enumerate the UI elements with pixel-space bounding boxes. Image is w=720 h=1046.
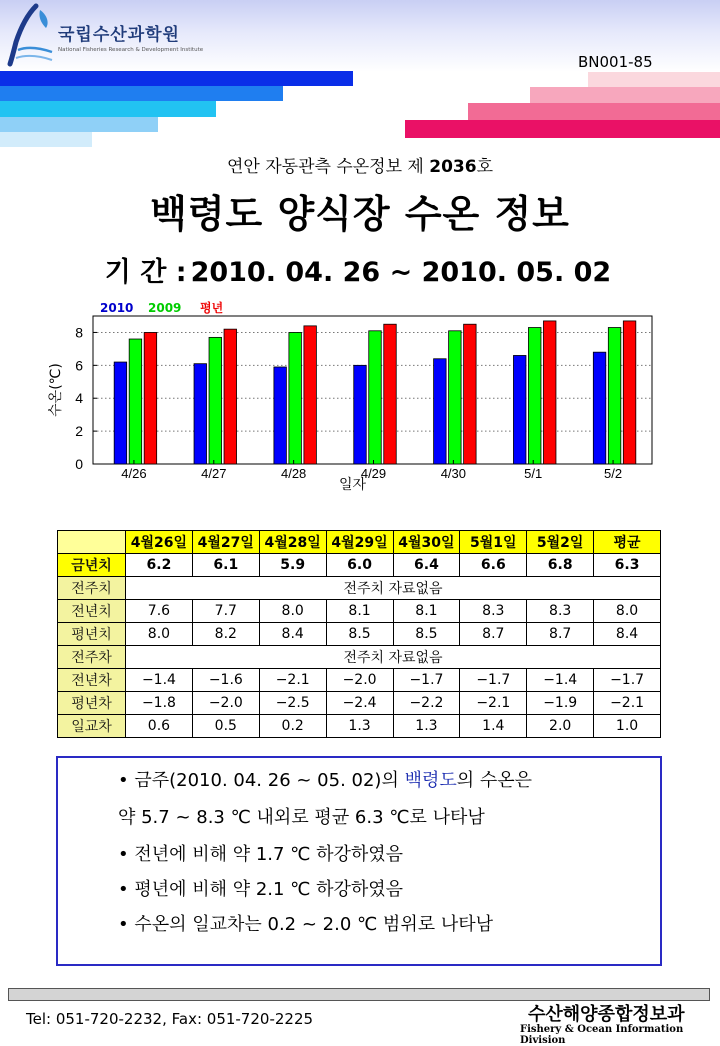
department-name: 수산해양종합정보과 [528, 1004, 685, 1025]
column-header: 5월1일 [460, 531, 527, 554]
bar-평년 [144, 332, 157, 464]
document-code: BN001-85 [578, 53, 653, 71]
table-cell: 8.7 [460, 623, 527, 646]
institute-logo [6, 2, 204, 66]
bar-2009 [528, 328, 541, 464]
table-cell: 8.7 [527, 623, 594, 646]
table-row [58, 692, 661, 715]
table-cell: −1.8 [126, 692, 193, 715]
table-cell: −2.2 [393, 692, 460, 715]
bar-2010 [114, 362, 127, 464]
legend-entry-2009: 2009 [148, 301, 182, 315]
table-cell: 0.5 [192, 715, 259, 738]
summary-line: • 평년에 비해 약 2.1 ℃ 하강하였음 [118, 879, 404, 900]
table-cell: 1.0 [594, 715, 661, 738]
column-header: 4월28일 [259, 531, 326, 554]
table-cell: 1.3 [326, 715, 393, 738]
table-cell: 6.3 [594, 554, 661, 577]
row-label: 전주차 [58, 646, 126, 669]
x-tick-label: 4/27 [201, 466, 227, 481]
table-cell: −1.4 [527, 669, 594, 692]
x-axis-label: 일자 [338, 477, 367, 493]
table-cell: 8.1 [393, 600, 460, 623]
y-tick-label: 8 [75, 324, 83, 341]
table-cell: −2.1 [594, 692, 661, 715]
summary-line: • 수온의 일교차는 0.2 ~ 2.0 ℃ 범위로 나타남 [118, 914, 493, 935]
x-tick-label: 4/26 [121, 466, 147, 481]
department-name-en: Fishery & Ocean Information Division [520, 1024, 684, 1046]
bar-평년 [543, 321, 556, 464]
stripe-blue-4 [0, 117, 158, 132]
table-cell: 8.0 [126, 623, 193, 646]
table-cell: 8.4 [259, 623, 326, 646]
table-cell: 6.2 [126, 554, 193, 577]
table-cell: −1.7 [393, 669, 460, 692]
table-cell: 7.7 [192, 600, 259, 623]
table-cell: 8.3 [460, 600, 527, 623]
table-row [58, 715, 661, 738]
fish-logo-icon [6, 2, 56, 66]
stripe-pink-3 [468, 103, 720, 120]
bar-평년 [464, 324, 477, 464]
bar-2009 [209, 337, 222, 464]
y-tick-label: 6 [75, 357, 83, 374]
table-row [58, 554, 661, 577]
column-header: 평균 [594, 531, 661, 554]
report-period: 기 간 : 2010. 04. 26 ~ 2010. 05. 02 [104, 257, 612, 288]
bar-2009 [449, 331, 462, 464]
row-label: 전주치 [58, 577, 126, 600]
table-cell: 6.4 [393, 554, 460, 577]
institute-name: 국립수산과학원 [58, 25, 180, 45]
stripe-blue-5 [0, 132, 92, 147]
x-tick-label: 5/1 [524, 466, 543, 481]
contact-info: Tel: 051-720-2232, Fax: 051-720-2225 [26, 1010, 314, 1028]
bar-2009 [608, 328, 621, 464]
table-row [58, 577, 661, 600]
table-row [58, 669, 661, 692]
column-header: 4월30일 [393, 531, 460, 554]
y-tick-label: 0 [75, 456, 83, 472]
table-cell: 7.6 [126, 600, 193, 623]
water-temperature-chart [40, 298, 670, 498]
table-cell: −1.7 [594, 669, 661, 692]
x-tick-label: 4/29 [360, 466, 387, 481]
table-cell: −2.1 [460, 692, 527, 715]
column-header: 4월27일 [192, 531, 259, 554]
table-cell: 8.0 [594, 600, 661, 623]
bar-2010 [354, 365, 367, 464]
table-cell: 1.4 [460, 715, 527, 738]
table-cell: 8.3 [527, 600, 594, 623]
table-cell: −1.7 [460, 669, 527, 692]
table-cell: 8.5 [393, 623, 460, 646]
institute-name-en: National Fisheries Research & Development Institute [58, 47, 204, 53]
bar-2009 [289, 332, 302, 464]
summary-line: • 전년에 비해 약 1.7 ℃ 하강하였음 [118, 844, 404, 865]
row-label: 전년차 [58, 669, 126, 692]
row-label: 전년치 [58, 600, 126, 623]
table-cell: −1.6 [192, 669, 259, 692]
table-cell: 8.4 [594, 623, 661, 646]
table-cell: 1.3 [393, 715, 460, 738]
summary-line: • 금주(2010. 04. 26 ~ 05. 02)의 백령도의 수온은 [118, 770, 533, 791]
row-label: 일교차 [58, 715, 126, 738]
summary-box [56, 756, 662, 966]
table-cell: −2.1 [259, 669, 326, 692]
bar-2010 [274, 367, 287, 464]
x-tick-label: 4/30 [440, 466, 467, 481]
table-cell: 8.5 [326, 623, 393, 646]
table-cell: 2.0 [527, 715, 594, 738]
page-title: 백령도 양식장 수온 정보 [150, 192, 570, 236]
column-header: 4월26일 [126, 531, 193, 554]
table-cell: 6.8 [527, 554, 594, 577]
table-cell: 6.0 [326, 554, 393, 577]
column-header: 4월29일 [326, 531, 393, 554]
table-corner [58, 531, 126, 554]
bar-2010 [194, 364, 207, 464]
stripe-pink-4 [405, 120, 720, 138]
row-label: 평년차 [58, 692, 126, 715]
table-row [58, 646, 661, 669]
y-axis-label: 수온(℃) [48, 363, 64, 417]
y-tick-label: 4 [75, 390, 83, 407]
bar-평년 [384, 324, 397, 464]
table-cell: −2.0 [326, 669, 393, 692]
bar-2010 [434, 359, 447, 464]
report-subtitle: 연안 자동관측 수온정보 제 2036호 [226, 157, 494, 177]
summary-line: 약 5.7 ~ 8.3 ℃ 내외로 평균 6.3 ℃로 나타남 [118, 807, 485, 828]
row-label: 금년치 [58, 554, 126, 577]
table-cell: 0.6 [126, 715, 193, 738]
stripe-pink-2 [530, 87, 720, 103]
table-cell: 6.6 [460, 554, 527, 577]
bar-평년 [304, 326, 317, 464]
temperature-table [57, 530, 661, 738]
table-cell: −2.0 [192, 692, 259, 715]
x-tick-label: 4/28 [280, 466, 307, 481]
legend-entry-평년: 평년 [200, 301, 224, 315]
bar-2009 [129, 339, 142, 464]
table-cell: 8.1 [326, 600, 393, 623]
highlight-location: 백령도 [404, 770, 457, 791]
bar-2010 [513, 355, 526, 464]
stripe-blue-1 [0, 71, 353, 86]
table-cell: 8.0 [259, 600, 326, 623]
no-data-note: 전주치 자료없음 [126, 577, 661, 600]
bar-평년 [224, 329, 237, 464]
table-cell: −1.9 [527, 692, 594, 715]
row-label: 평년치 [58, 623, 126, 646]
no-data-note: 전주치 자료없음 [126, 646, 661, 669]
table-header-row [58, 531, 661, 554]
table-row [58, 600, 661, 623]
column-header: 5월2일 [527, 531, 594, 554]
table-cell: 6.1 [192, 554, 259, 577]
legend-entry-2010: 2010 [100, 301, 134, 315]
stripe-blue-2 [0, 86, 283, 101]
bar-2010 [593, 352, 606, 464]
stripe-pink-1 [588, 72, 720, 87]
table-cell: −2.5 [259, 692, 326, 715]
table-cell: −1.4 [126, 669, 193, 692]
table-cell: −2.4 [326, 692, 393, 715]
table-row [58, 623, 661, 646]
table-cell: 5.9 [259, 554, 326, 577]
y-tick-label: 2 [75, 423, 83, 440]
stripe-blue-3 [0, 101, 216, 117]
table-cell: 0.2 [259, 715, 326, 738]
bar-2009 [369, 331, 382, 464]
x-tick-label: 5/2 [604, 466, 623, 481]
table-cell: 8.2 [192, 623, 259, 646]
bar-평년 [623, 321, 636, 464]
